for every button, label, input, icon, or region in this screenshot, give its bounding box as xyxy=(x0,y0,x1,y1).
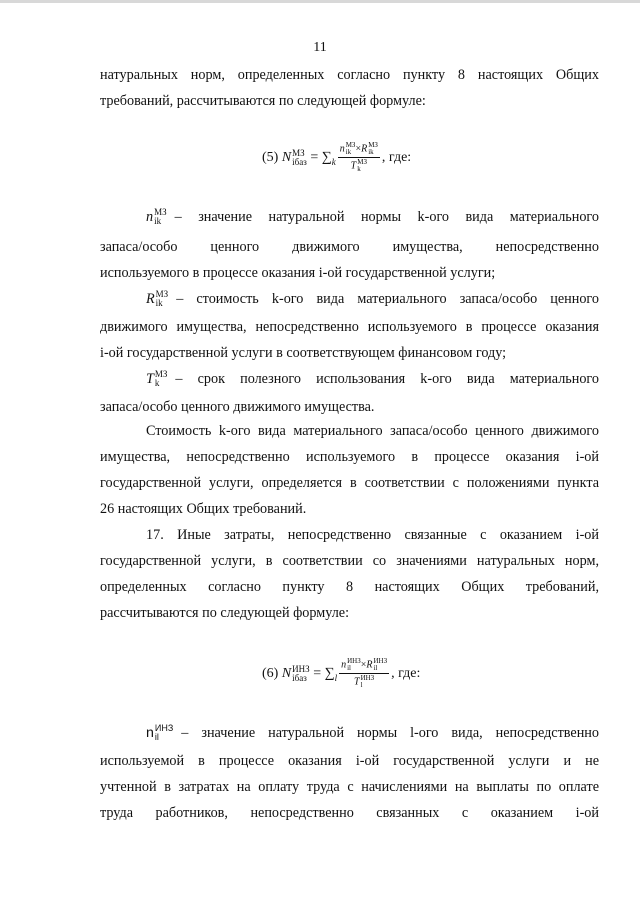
def-n-line-3: используемого в процессе оказания i-ой государственной услуги; xyxy=(100,265,496,281)
def-n2-line-3: учтенной в затратах на оплату труда с начислениями на выплаты по оплате xyxy=(100,779,599,795)
def-r-mz: R МЗ ik – стоимость k-ого вида материального запаса/особо ценного xyxy=(146,289,599,308)
formula-6-number: (6) xyxy=(262,665,279,681)
symbol-n-mz: n МЗ ik xyxy=(146,207,167,226)
item17-line-4: рассчитываются по следующей формуле: xyxy=(100,605,350,621)
symbol-t-mz: T МЗ k xyxy=(146,369,168,388)
formula-6-lhs: N xyxy=(281,665,292,681)
formula-5-fraction: n МЗ ik ×R МЗ ik T МЗ k xyxy=(339,141,378,173)
cost-line-2: имущества, непосредственно используемого в процессе оказания i-ой xyxy=(100,449,599,465)
def-n-mz: n МЗ ik – значение натуральной нормы k-ого вида материального xyxy=(146,207,599,226)
item17-line-3: определенных согласно пункту 8 настоящих Общих требований, xyxy=(100,579,599,595)
formula-5-number: (5) xyxy=(262,149,279,165)
def-n2-line-2: используемой в процессе оказания i-ой государственной услуги и не xyxy=(100,753,599,769)
formula-6-fraction: n ИНЗ il ×R ИНЗ il T ИНЗ l xyxy=(341,657,388,689)
formula-5: (5) N МЗ iбаз = ∑ k n МЗ ik ×R МЗ ik T МЗ k , где: xyxy=(262,141,412,173)
def-n2-line-4: труда работников, непосредственно связанных с оказанием i-ой xyxy=(100,805,599,821)
item17-line-2: государственной услуги, в соответствии со значениями натуральных норм, xyxy=(100,553,599,569)
page-top-edge xyxy=(0,0,640,3)
sum-symbol: ∑ xyxy=(321,149,332,165)
sum-symbol: ∑ xyxy=(324,665,335,681)
page-number: 11 xyxy=(313,40,327,55)
def-t-line-2: запаса/особо ценного движимого имущества. xyxy=(100,399,375,415)
intro-line-1: натуральных норм, определенных согласно пункту 8 настоящих Общих xyxy=(100,67,599,83)
def-r-line-2: движимого имущества, непосредственно используемого в процессе оказания xyxy=(100,319,599,335)
item17-line-1: 17. Иные затраты, непосредственно связанные с оказанием i-ой xyxy=(146,527,599,543)
symbol-n-inz: n ИНЗ il xyxy=(146,723,174,742)
def-n-inz: n ИНЗ il – значение натуральной нормы l-ого вида, непосредственно xyxy=(146,723,599,742)
symbol-r-mz: R МЗ ik xyxy=(146,289,169,308)
cost-line-3: государственной услуги, определяется в соответствии с положениями пункта xyxy=(100,475,599,491)
def-n-line-2: запаса/особо ценного движимого имущества, непосредственно xyxy=(100,239,599,255)
formula-6: (6) N ИНЗ iбаз = ∑ l n ИНЗ il ×R ИНЗ il T ИНЗ l , где: xyxy=(262,657,421,689)
def-r-line-3: i-ой государственной услуги в соответствующем финансовом году; xyxy=(100,345,507,361)
cost-line-1: Стоимость k-ого вида материального запаса/особо ценного движимого xyxy=(146,423,599,439)
cost-line-4: 26 настоящих Общих требований. xyxy=(100,501,307,517)
def-t-mz: T МЗ k – срок полезного использования k-ого вида материального xyxy=(146,369,599,388)
formula-5-lhs: N xyxy=(281,149,292,165)
intro-line-2: требований, рассчитываются по следующей формуле: xyxy=(100,93,426,109)
